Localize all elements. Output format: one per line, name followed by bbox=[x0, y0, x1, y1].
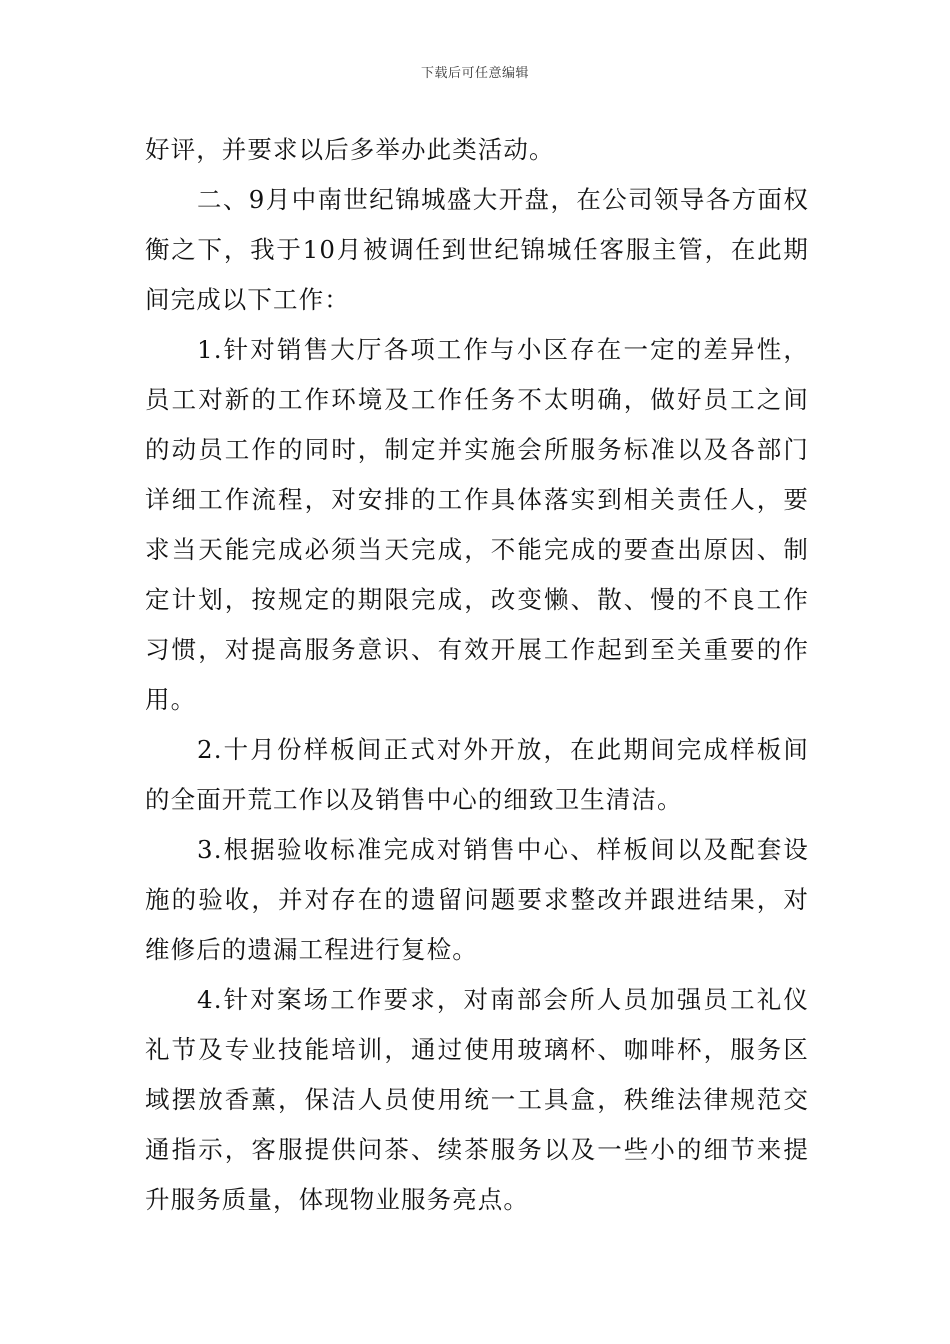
page-header: 下载后可任意编辑 bbox=[420, 66, 529, 81]
paragraph-section-two: 二、9月中南世纪锦城盛大开盘，在公司领导各方面权衡之下，我于10月被调任到世纪锦城任客服主管，在此期间完成以下工作： bbox=[145, 185, 809, 314]
paragraph-item-1: 1.针对销售大厅各项工作与小区存在一定的差异性，员工对新的工作环境及工作任务不太明确，做好员工之间的动员工作的同时，制定并实施会所服务标准以及各部门详细工作流程，对安排的工作具体落实到相关责任人，要求当天能完成必须当天完成，不能完成的要查出原因、制定计划，按规定的期限完成，改变懒、散、慢的不良工作习惯，对提高服务意识、有效开展工作起到至关重要的作用。 bbox=[145, 335, 809, 714]
paragraph-item-3: 3.根据验收标准完成对销售中心、样板间以及配套设施的验收，并对存在的遗留问题要求整改并跟进结果，对维修后的遗漏工程进行复检。 bbox=[145, 835, 809, 964]
paragraph-item-2: 2.十月份样板间正式对外开放，在此期间完成样板间的全面开荒工作以及销售中心的细致卫生清洁。 bbox=[145, 735, 809, 814]
paragraph-continuation: 好评，并要求以后多举办此类活动。 bbox=[145, 135, 555, 164]
document-body bbox=[145, 125, 809, 1225]
paragraph-item-4: 4.针对案场工作要求，对南部会所人员加强员工礼仪礼节及专业技能培训，通过使用玻璃杯、咖啡杯，服务区域摆放香薰，保洁人员使用统一工具盒，秩维法律规范交通指示，客服提供问茶、续茶服务以及一些小的细节来提升服务质量，体现物业服务亮点。 bbox=[145, 985, 809, 1214]
